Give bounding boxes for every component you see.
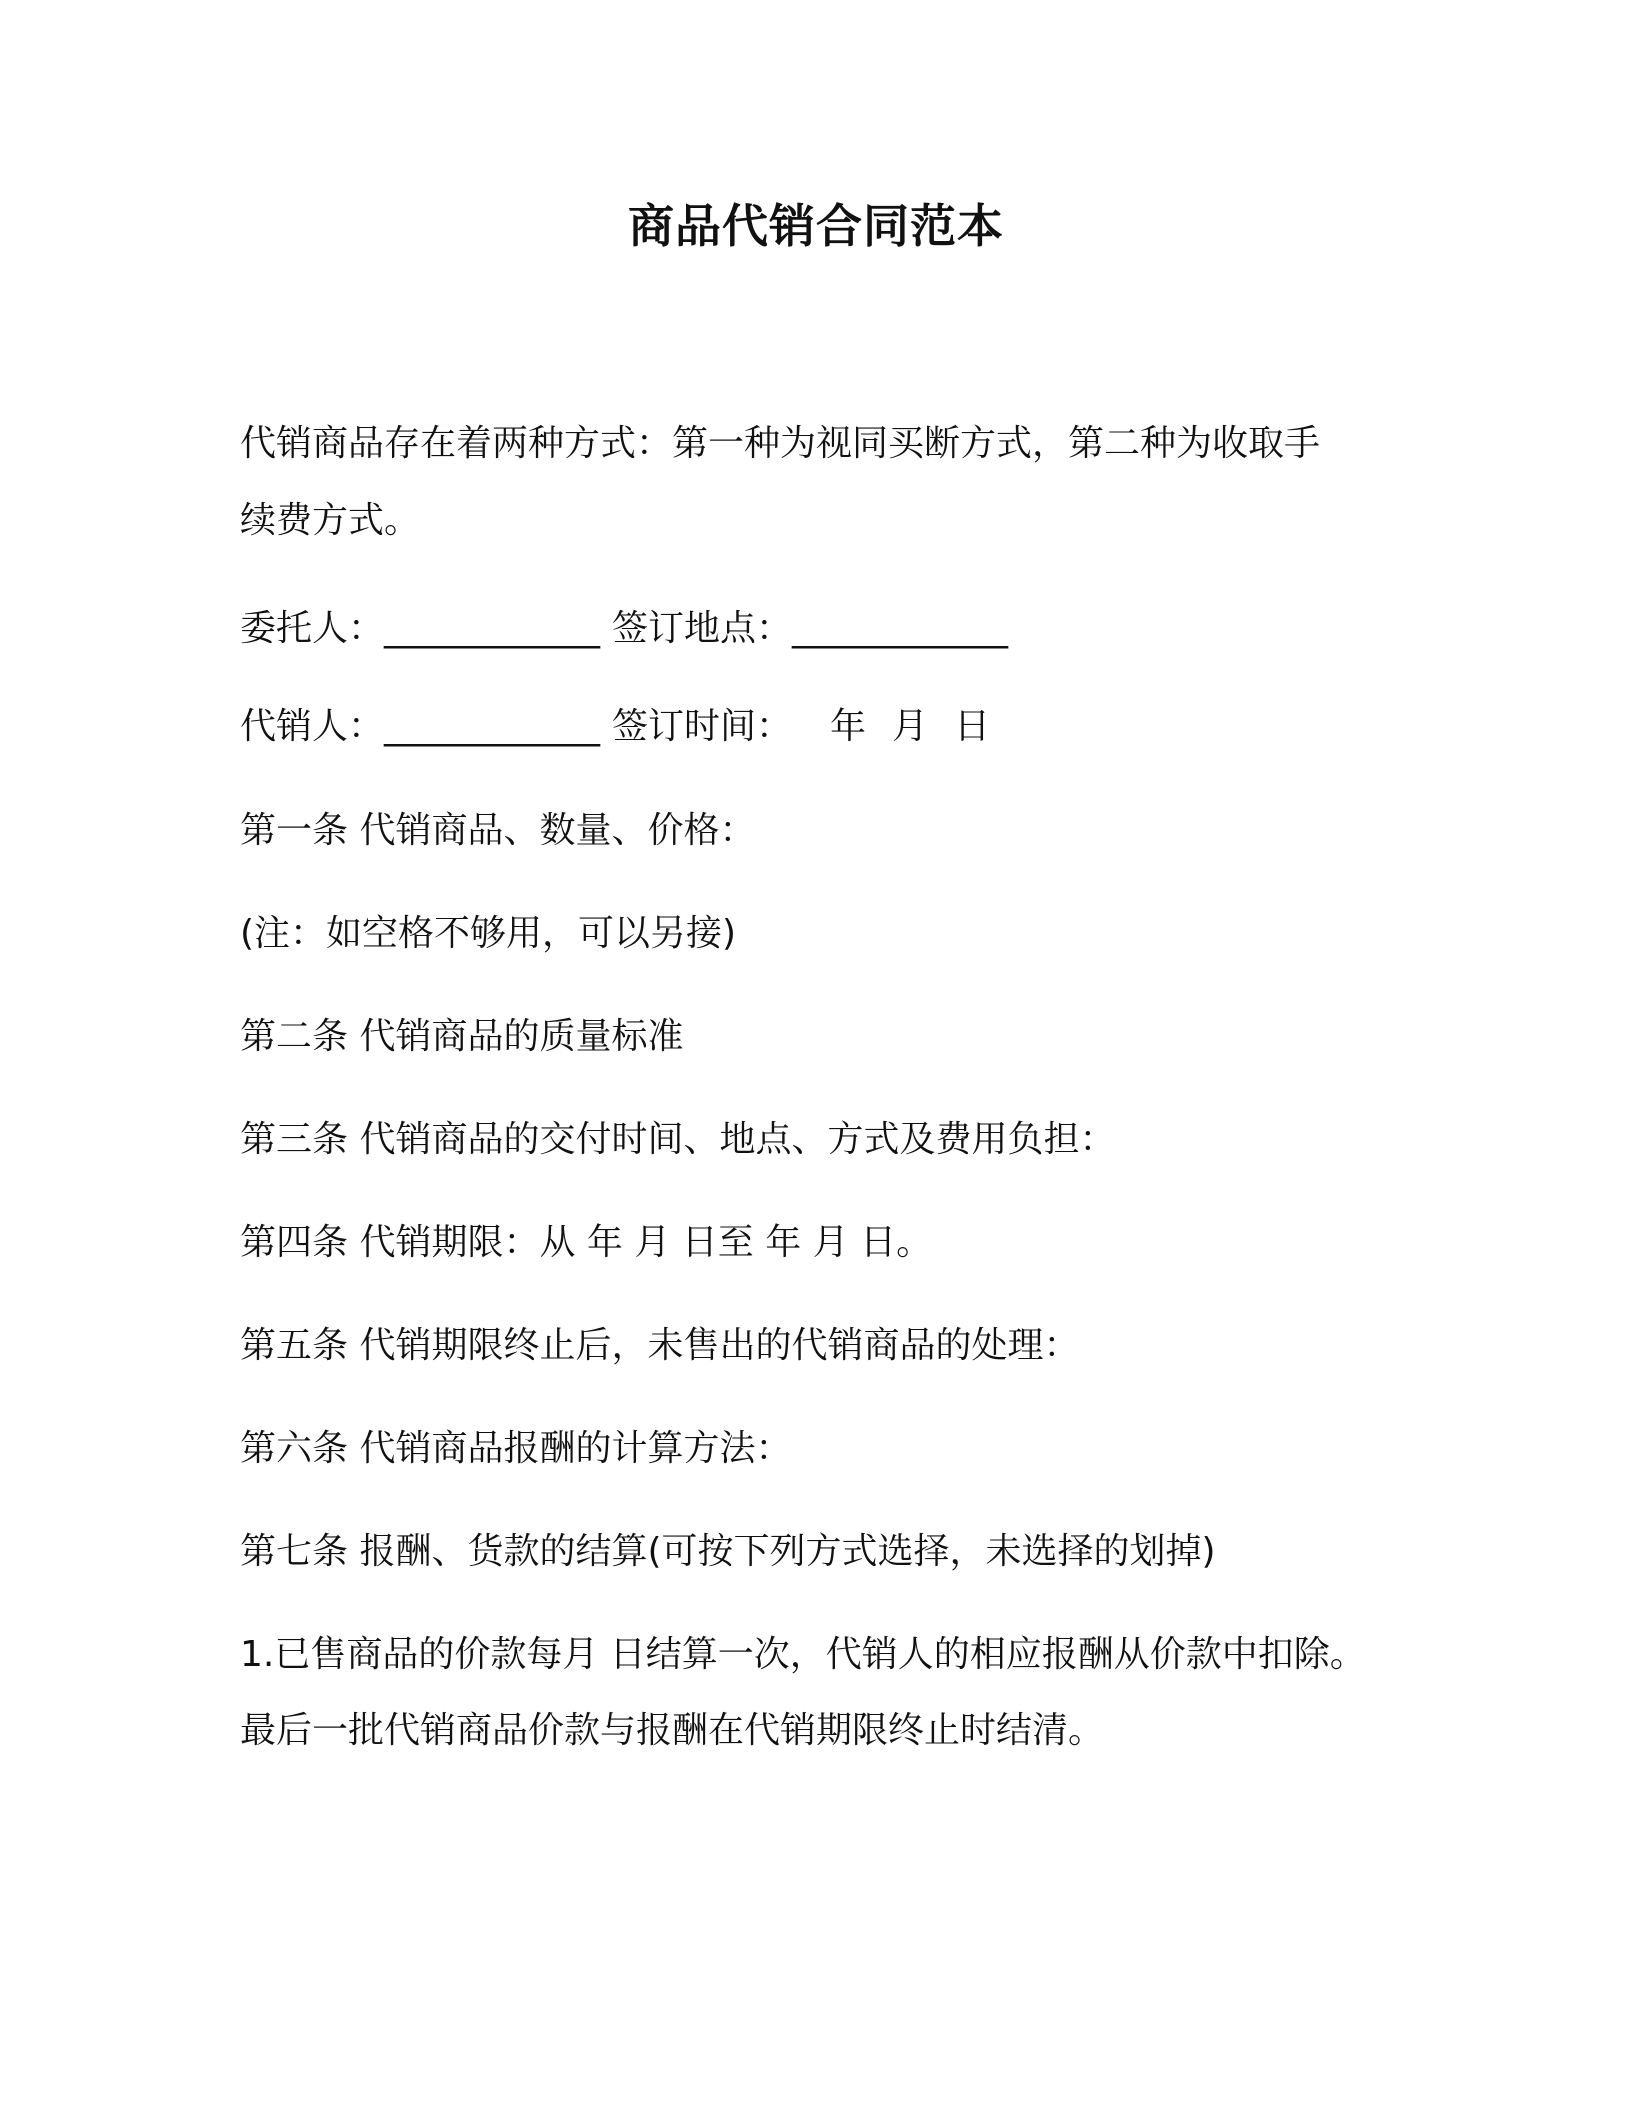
article-1: 第一条 代销商品、数量、价格： xyxy=(240,810,756,851)
sign-time-month: 月 xyxy=(892,706,929,747)
sign-place-blank[interactable]: ____________ xyxy=(792,608,1009,649)
article-5: 第五条 代销期限终止后，未售出的代销商品的处理： xyxy=(240,1325,1080,1366)
intro-line-1: 代销商品存在着两种方式：第一种为视同买断方式，第二种为收取手 xyxy=(240,423,1321,464)
sign-time-label: 签订时间： xyxy=(612,706,793,747)
document-title: 商品代销合同范本 xyxy=(628,199,1004,253)
sign-time-day: 日 xyxy=(954,706,991,747)
article-3: 第三条 代销商品的交付时间、地点、方式及费用负担： xyxy=(240,1119,1116,1160)
article-4: 第四条 代销期限：从 年 月 日至 年 月 日。 xyxy=(240,1222,933,1263)
agent-label: 代销人： xyxy=(240,706,385,747)
agent-row xyxy=(240,688,1420,766)
consignor-blank[interactable]: ____________ xyxy=(384,608,601,649)
intro-line-2: 续费方式。 xyxy=(240,500,421,541)
article-7: 第七条 报酬、货款的结算(可按下列方式选择，未选择的划掉) xyxy=(240,1531,1216,1572)
consignor-row xyxy=(240,590,1420,668)
article-7-item-1-line-2: 最后一批代销商品价款与报酬在代销期限终止时结清。 xyxy=(240,1710,1105,1751)
article-6: 第六条 代销商品报酬的计算方法： xyxy=(240,1428,792,1469)
article-7-item-1-line-1: 1.已售商品的价款每月 日结算一次，代销人的相应报酬从价款中扣除。 xyxy=(240,1634,1366,1675)
sign-place-label: 签订地点： xyxy=(612,608,793,649)
agent-blank[interactable]: ____________ xyxy=(384,706,601,747)
article-1-note: (注：如空格不够用，可以另接) xyxy=(240,913,737,954)
article-2: 第二条 代销商品的质量标准 xyxy=(240,1016,684,1057)
consignor-label: 委托人： xyxy=(240,608,385,649)
sign-time-year: 年 xyxy=(830,706,867,747)
